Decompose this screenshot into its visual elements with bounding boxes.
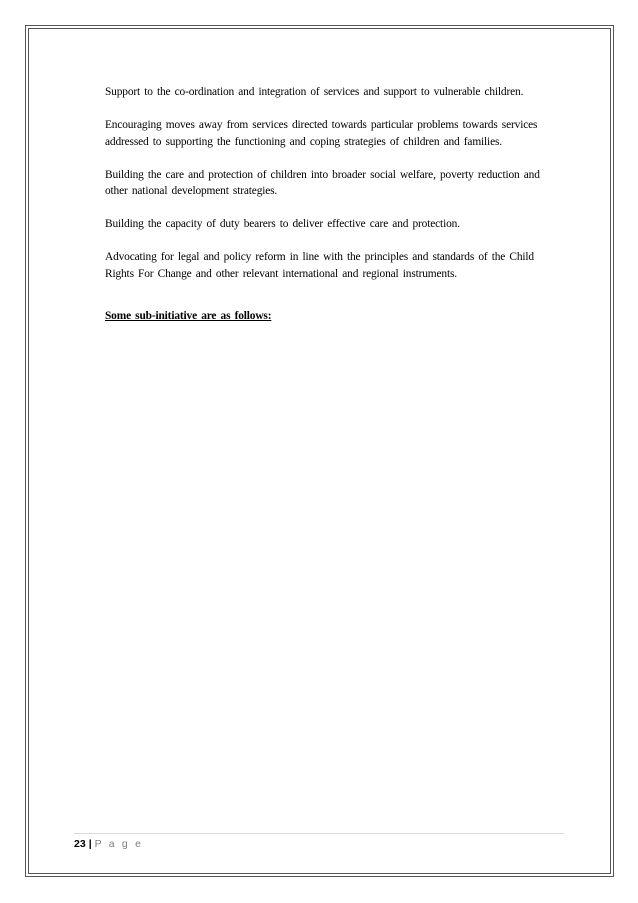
paragraph-capacity: Building the capacity of duty bearers to deliver effective care and protection. (105, 218, 460, 230)
paragraph-social-welfare: Building the care and protection of children into broader social welfare, poverty reduction and other national development strategies. (105, 168, 540, 197)
document-body (105, 84, 545, 325)
paragraph-coordination: Support to the co-ordination and integration of services and support to vulnerable children. (105, 86, 524, 98)
paragraph-encouraging: Encouraging moves away from services directed towards particular problems towards services addressed to supporting the functioning and coping strategies of children and families. (105, 119, 538, 148)
footer-separator: | (88, 838, 92, 850)
page-footer (74, 837, 143, 851)
paragraph-advocating: Advocating for legal and policy reform in line with the principles and standards of the Child Rights For Change and other relevant international and regional instruments. (105, 251, 534, 280)
footer-rule (74, 833, 564, 834)
page-label: P a g e (94, 838, 144, 850)
page-number: 23 (74, 838, 86, 850)
section-heading: Some sub-initiative are as follows: (105, 310, 272, 322)
